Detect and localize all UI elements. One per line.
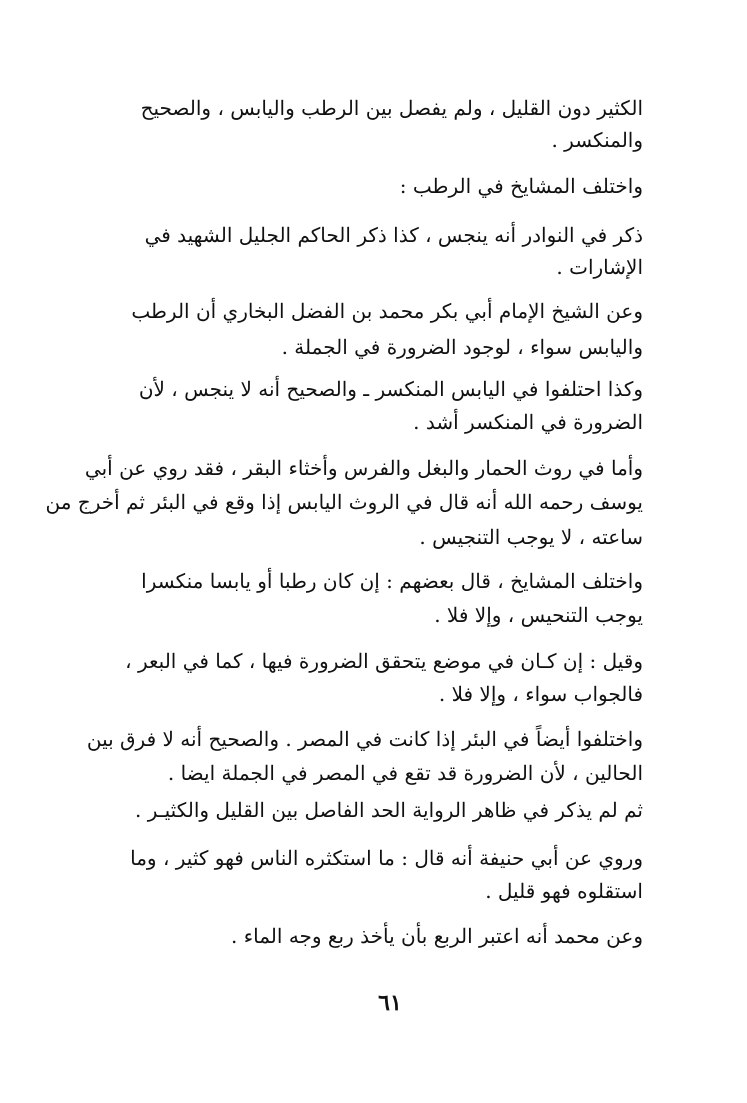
text-line: الإشارات .	[556, 255, 643, 279]
text-line: وعن محمد أنه اعتبر الربع بأن يأخذ ربع وجه الماء .	[231, 924, 643, 948]
page-number: ٦١	[378, 990, 402, 1016]
text-line: الكثير دون القليل ، ولم يفصل بين الرطب واليابس ، والصحيح	[140, 96, 643, 120]
text-line: يوسف رحمه الله أنه قال في الروث اليابس إذا وقع في البئر ثم أخرج من	[45, 490, 643, 514]
text-line: فالجواب سواء ، وإلا فلا .	[438, 682, 643, 706]
text-line: وأما في روث الحمار والبغل والفرس وأخثاء البقر ، فقد روي عن أبي	[84, 456, 643, 480]
text-line: وروي عن أبي حنيفة أنه قال : ما استكثره الناس فهو كثير ، وما	[130, 846, 643, 870]
text-line: وقيل : إن كـان في موضع يتحقق الضرورة فيها ، كما في البعر ،	[125, 649, 643, 673]
text-line: الضرورة في المنكسر أشد .	[413, 410, 643, 434]
text-line: يوجب التنحيس ، وإلا فلا .	[434, 603, 643, 627]
text-line: استقلوه فهو قليل .	[485, 879, 643, 903]
text-line: ثم لم يذكر في ظاهر الرواية الحد الفاصل بين القليل والكثيـر .	[135, 798, 643, 822]
text-line: وعن الشيخ الإمام أبي بكر محمد بن الفضل البخاري أن الرطب	[131, 299, 643, 323]
text-line: واختلف المشايخ ، قال بعضهم : إن كان رطبا أو يابسا منكسرا	[141, 569, 643, 593]
text-line: واختلف المشايخ في الرطب :	[399, 174, 643, 198]
text-line: وكذا احتلفوا في اليابس المنكسر ـ والصحيح أنه لا ينجس ، لأن	[138, 377, 643, 401]
text-line: الحالين ، لأن الضرورة قد تقع في المصر في الجملة ايضا .	[167, 761, 643, 785]
text-line: ساعته ، لا يوجب التنجيس .	[419, 525, 643, 549]
text-line: واختلفوا أيضاً في البئر إذا كانت في المصر . والصحيح أنه لا فرق بين	[86, 727, 643, 751]
text-line: واليابس سواء ، لوجود الضرورة في الجملة .	[281, 335, 643, 359]
text-line: ذكر في النوادر أنه ينجس ، كذا ذكر الحاكم الجليل الشهيد في	[144, 223, 643, 247]
text-line: والمنكسر .	[551, 128, 643, 152]
